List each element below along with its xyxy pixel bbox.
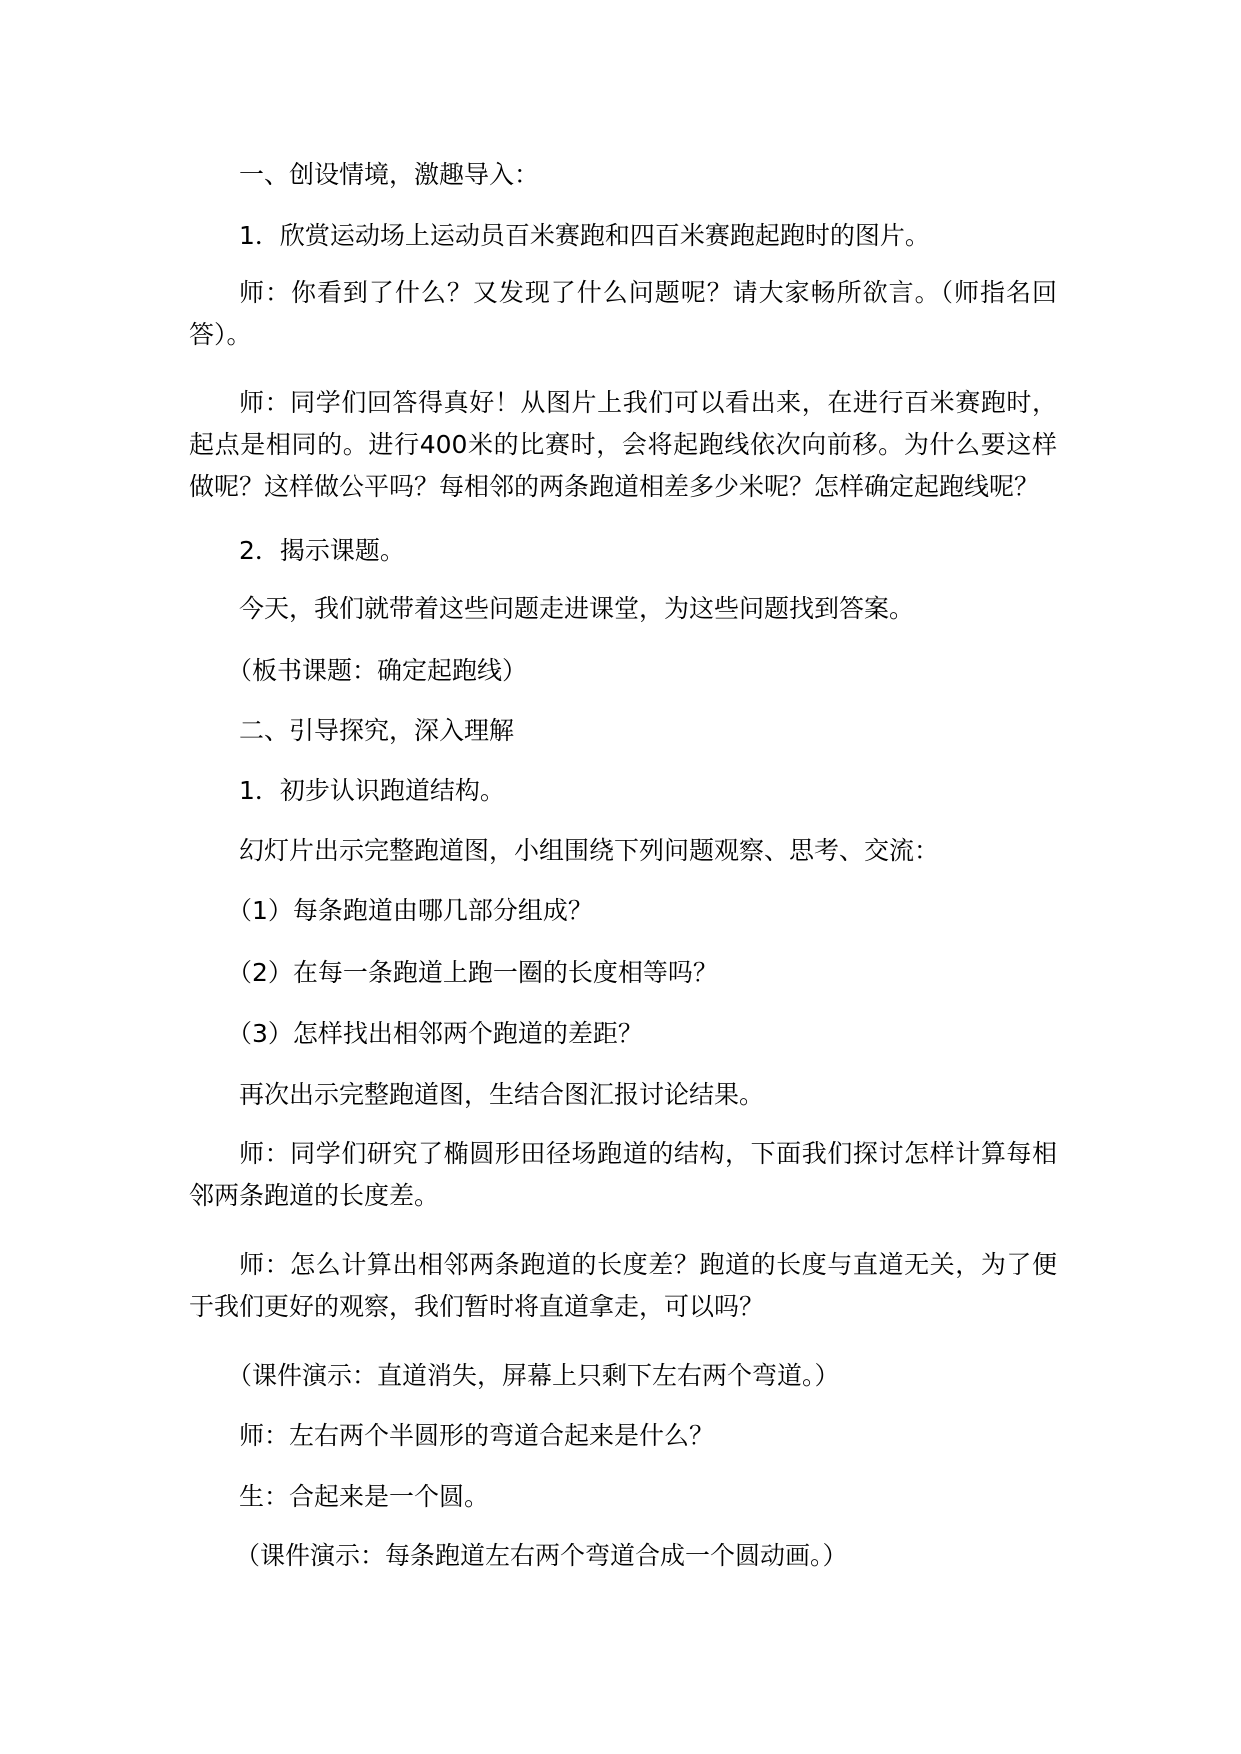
question-1: （1）每条跑道由哪几部分组成？ — [227, 896, 593, 925]
paragraph-teacher-difference: 师：怎么计算出相邻两条跑道的长度差？跑道的长度与直道无关，为了便于我们更好的观察，我们暂时将直道拿走，可以吗？ — [189, 1250, 1057, 1321]
paragraph-teacher-explanation: 师：同学们回答得真好！从图片上我们可以看出来，在进行百米赛跑时，起点是相同的。进行400米的比赛时，会将起跑线依次向前移。为什么要这样做呢？这样做公平吗？每相邻的两条跑道相差多少米呢？怎样确定起跑线呢？ — [189, 388, 1057, 501]
paragraph-teacher-question: 师：你看到了什么？又发现了什么问题呢？请大家畅所欲言。（师指名回答）。 — [189, 278, 1057, 349]
paragraph-step-1: 1．欣赏运动场上运动员百米赛跑和四百米赛跑起跑时的图片。 — [239, 221, 930, 250]
paragraph-slide-show: 幻灯片出示完整跑道图，小组围绕下列问题观察、思考、交流： — [239, 836, 940, 865]
paragraph-board-title: （板书课题：确定起跑线） — [227, 656, 528, 685]
question-3: （3）怎样找出相邻两个跑道的差距？ — [227, 1019, 643, 1048]
section-heading-1: 一、创设情境，激趣导入： — [239, 160, 540, 189]
paragraph-step-2: 2．揭示课题。 — [239, 536, 405, 565]
paragraph-demo-straight: （课件演示：直道消失，屏幕上只剩下左右两个弯道。） — [227, 1361, 840, 1390]
paragraph-report: 再次出示完整跑道图，生结合图汇报讨论结果。 — [239, 1080, 765, 1109]
section-heading-2: 二、引导探究，深入理解 — [239, 716, 515, 745]
paragraph-step-1b: 1．初步认识跑道结构。 — [239, 776, 505, 805]
paragraph-today: 今天，我们就带着这些问题走进课堂，为这些问题找到答案。 — [239, 594, 915, 623]
paragraph-teacher-semicircle: 师：左右两个半圆形的弯道合起来是什么？ — [239, 1421, 715, 1450]
paragraph-student-answer: 生：合起来是一个圆。 — [239, 1482, 490, 1511]
question-2: （2）在每一条跑道上跑一圈的长度相等吗？ — [227, 958, 718, 987]
paragraph-demo-circle: （课件演示：每条跑道左右两个弯道合成一个圆动画。） — [235, 1541, 848, 1570]
paragraph-teacher-structure: 师：同学们研究了椭圆形田径场跑道的结构，下面我们探讨怎样计算每相邻两条跑道的长度差。 — [189, 1139, 1057, 1210]
